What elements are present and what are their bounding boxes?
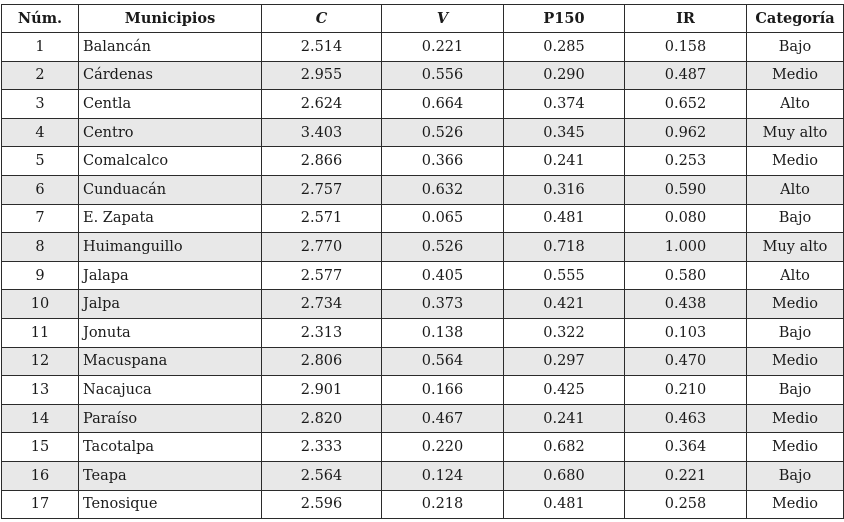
cell-p150: 0.241: [504, 147, 625, 176]
cell-categoria: Muy alto: [747, 118, 844, 147]
cell-p150: 0.555: [504, 261, 625, 290]
cell-p150: 0.421: [504, 290, 625, 319]
cell-num: 3: [2, 90, 79, 119]
cell-num: 6: [2, 175, 79, 204]
cell-ir: 0.463: [625, 404, 747, 433]
table-row: [2, 490, 844, 519]
cell-categoria: Bajo: [747, 318, 844, 347]
cell-c: 2.757: [262, 175, 382, 204]
cell-p150: 0.297: [504, 347, 625, 376]
cell-num: 9: [2, 261, 79, 290]
table-row: [2, 461, 844, 490]
cell-v: 0.467: [382, 404, 504, 433]
header-num: Núm.: [2, 5, 79, 33]
cell-num: 14: [2, 404, 79, 433]
cell-municipio: E. Zapata: [79, 204, 262, 233]
cell-num: 17: [2, 490, 79, 519]
cell-ir: 0.470: [625, 347, 747, 376]
cell-p150: 0.290: [504, 61, 625, 90]
cell-categoria: Medio: [747, 490, 844, 519]
header-p150: P150: [504, 5, 625, 33]
cell-c: 2.901: [262, 376, 382, 405]
cell-municipio: Centla: [79, 90, 262, 119]
cell-p150: 0.374: [504, 90, 625, 119]
cell-v: 0.526: [382, 118, 504, 147]
cell-v: 0.138: [382, 318, 504, 347]
header-ir: IR: [625, 5, 747, 33]
cell-p150: 0.481: [504, 204, 625, 233]
cell-categoria: Bajo: [747, 461, 844, 490]
cell-municipio: Huimanguillo: [79, 233, 262, 262]
cell-c: 2.806: [262, 347, 382, 376]
table-row: [2, 33, 844, 62]
cell-categoria: Medio: [747, 61, 844, 90]
cell-v: 0.218: [382, 490, 504, 519]
table-row: [2, 261, 844, 290]
table-row: [2, 404, 844, 433]
table-row: [2, 90, 844, 119]
cell-c: 2.564: [262, 461, 382, 490]
cell-v: 0.366: [382, 147, 504, 176]
table-row: [2, 61, 844, 90]
table-row: [2, 347, 844, 376]
cell-municipio: Macuspana: [79, 347, 262, 376]
cell-c: 2.866: [262, 147, 382, 176]
cell-num: 16: [2, 461, 79, 490]
cell-ir: 0.487: [625, 61, 747, 90]
cell-p150: 0.316: [504, 175, 625, 204]
cell-municipio: Nacajuca: [79, 376, 262, 405]
cell-v: 0.564: [382, 347, 504, 376]
cell-c: 2.734: [262, 290, 382, 319]
cell-num: 10: [2, 290, 79, 319]
cell-c: 3.403: [262, 118, 382, 147]
cell-categoria: Alto: [747, 175, 844, 204]
cell-p150: 0.345: [504, 118, 625, 147]
cell-categoria: Medio: [747, 433, 844, 462]
table-row: [2, 376, 844, 405]
table-row: [2, 175, 844, 204]
cell-c: 2.577: [262, 261, 382, 290]
cell-num: 13: [2, 376, 79, 405]
cell-v: 0.166: [382, 376, 504, 405]
cell-c: 2.820: [262, 404, 382, 433]
header-municipio: Municipios: [79, 5, 262, 33]
cell-ir: 0.580: [625, 261, 747, 290]
cell-ir: 1.000: [625, 233, 747, 262]
cell-num: 12: [2, 347, 79, 376]
cell-num: 4: [2, 118, 79, 147]
cell-municipio: Teapa: [79, 461, 262, 490]
table-row: [2, 290, 844, 319]
table-row: [2, 233, 844, 262]
cell-v: 0.220: [382, 433, 504, 462]
cell-categoria: Medio: [747, 404, 844, 433]
cell-v: 0.124: [382, 461, 504, 490]
cell-categoria: Bajo: [747, 376, 844, 405]
cell-v: 0.065: [382, 204, 504, 233]
cell-ir: 0.210: [625, 376, 747, 405]
table-row: [2, 318, 844, 347]
table-body: [2, 33, 844, 519]
header-categoria: Categoría: [747, 5, 844, 33]
cell-c: 2.624: [262, 90, 382, 119]
cell-categoria: Bajo: [747, 33, 844, 62]
municipalities-table: [1, 4, 844, 519]
cell-c: 2.333: [262, 433, 382, 462]
cell-ir: 0.080: [625, 204, 747, 233]
header-v: V: [382, 5, 504, 33]
cell-categoria: Medio: [747, 147, 844, 176]
cell-v: 0.526: [382, 233, 504, 262]
cell-categoria: Bajo: [747, 204, 844, 233]
header-row: [2, 5, 844, 33]
cell-ir: 0.158: [625, 33, 747, 62]
cell-categoria: Alto: [747, 261, 844, 290]
cell-p150: 0.285: [504, 33, 625, 62]
cell-municipio: Jalapa: [79, 261, 262, 290]
cell-num: 5: [2, 147, 79, 176]
cell-c: 2.571: [262, 204, 382, 233]
cell-municipio: Cárdenas: [79, 61, 262, 90]
cell-v: 0.632: [382, 175, 504, 204]
cell-num: 2: [2, 61, 79, 90]
cell-p150: 0.718: [504, 233, 625, 262]
cell-ir: 0.652: [625, 90, 747, 119]
cell-p150: 0.241: [504, 404, 625, 433]
cell-c: 2.770: [262, 233, 382, 262]
cell-ir: 0.590: [625, 175, 747, 204]
cell-v: 0.221: [382, 33, 504, 62]
cell-municipio: Jonuta: [79, 318, 262, 347]
cell-num: 7: [2, 204, 79, 233]
cell-ir: 0.438: [625, 290, 747, 319]
cell-categoria: Alto: [747, 90, 844, 119]
cell-ir: 0.258: [625, 490, 747, 519]
table-row: [2, 433, 844, 462]
cell-c: 2.596: [262, 490, 382, 519]
cell-municipio: Tacotalpa: [79, 433, 262, 462]
cell-categoria: Muy alto: [747, 233, 844, 262]
cell-categoria: Medio: [747, 290, 844, 319]
cell-municipio: Comalcalco: [79, 147, 262, 176]
cell-categoria: Medio: [747, 347, 844, 376]
cell-p150: 0.322: [504, 318, 625, 347]
cell-municipio: Balancán: [79, 33, 262, 62]
cell-p150: 0.481: [504, 490, 625, 519]
cell-c: 2.955: [262, 61, 382, 90]
cell-num: 11: [2, 318, 79, 347]
table-row: [2, 118, 844, 147]
table-row: [2, 204, 844, 233]
cell-ir: 0.221: [625, 461, 747, 490]
cell-ir: 0.364: [625, 433, 747, 462]
cell-municipio: Paraíso: [79, 404, 262, 433]
cell-p150: 0.425: [504, 376, 625, 405]
cell-num: 15: [2, 433, 79, 462]
cell-ir: 0.103: [625, 318, 747, 347]
header-c: C: [262, 5, 382, 33]
cell-c: 2.313: [262, 318, 382, 347]
cell-v: 0.664: [382, 90, 504, 119]
cell-ir: 0.253: [625, 147, 747, 176]
cell-v: 0.556: [382, 61, 504, 90]
cell-p150: 0.682: [504, 433, 625, 462]
cell-p150: 0.680: [504, 461, 625, 490]
table-row: [2, 147, 844, 176]
cell-v: 0.373: [382, 290, 504, 319]
cell-num: 8: [2, 233, 79, 262]
cell-v: 0.405: [382, 261, 504, 290]
cell-municipio: Jalpa: [79, 290, 262, 319]
cell-c: 2.514: [262, 33, 382, 62]
cell-municipio: Tenosique: [79, 490, 262, 519]
cell-num: 1: [2, 33, 79, 62]
cell-municipio: Centro: [79, 118, 262, 147]
cell-municipio: Cunduacán: [79, 175, 262, 204]
cell-ir: 0.962: [625, 118, 747, 147]
